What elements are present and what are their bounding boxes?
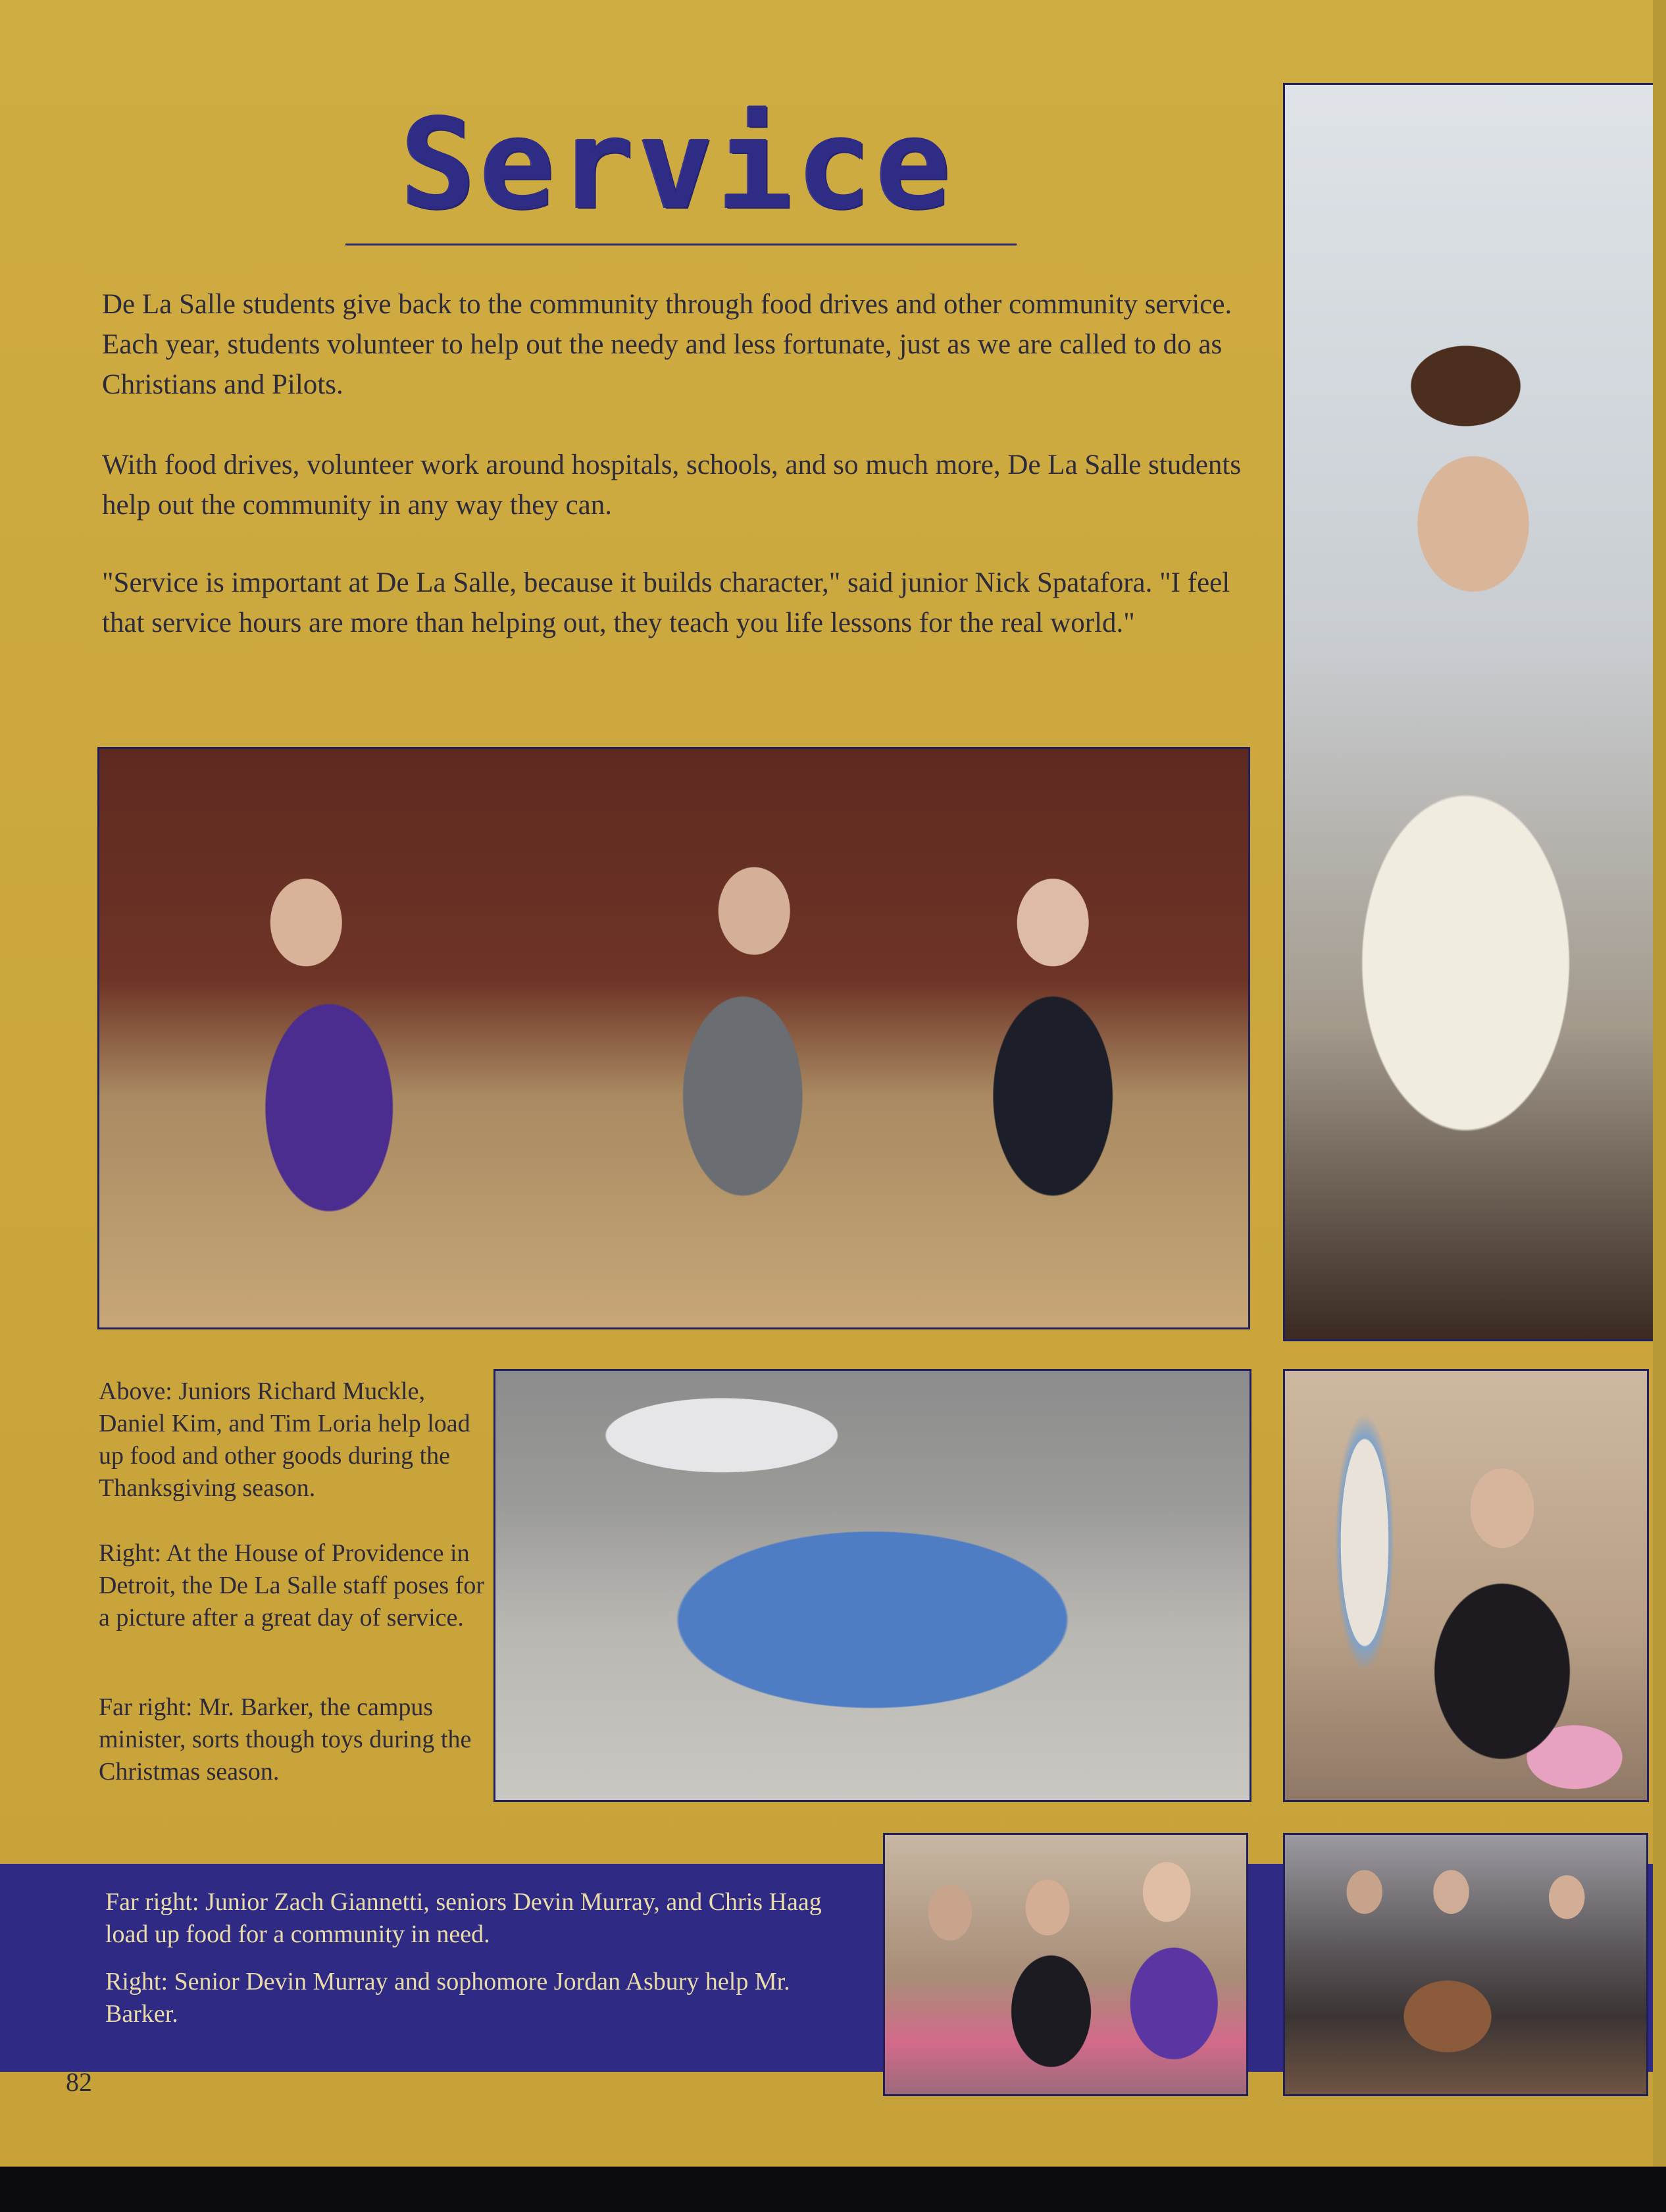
photo-food-drive [97, 747, 1250, 1329]
caption-right: Right: At the House of Providence in Detroit, the De La Salle staff poses for a picture after a great day of service. [99, 1539, 485, 1632]
page-title: Service [400, 91, 955, 237]
intro-paragraph-3: "Service is important at De La Salle, because it builds character," said junior Nick Spatafora. "I feel that service hours are more than helping out, they teach you life lessons for the real world." [102, 567, 1230, 638]
band-caption-right: Right: Senior Devin Murray and sophomore Jordan Asbury help Mr. Barker. [105, 1968, 790, 2028]
intro-paragraph-2: With food drives, volunteer work around hospitals, schools, and so much more, De La Salle students help out the community in any way they can. [102, 450, 1242, 521]
page-number: 82 [66, 2067, 92, 2097]
photo-student-with-cans [1283, 83, 1663, 1341]
scan-bottom-strip [0, 2167, 1666, 2212]
page-edge [1653, 0, 1666, 2212]
photo-mr-barker-toys [1283, 1369, 1649, 1802]
caption-far-right: Far right: Mr. Barker, the campus minister, sorts though toys during the Christmas season. [99, 1693, 472, 1786]
photo-loading-food [1283, 1833, 1648, 2096]
photo-staff-group [493, 1369, 1251, 1802]
photo-sorting-toys [883, 1833, 1248, 2096]
caption-above: Above: Juniors Richard Muckle, Daniel Kim, and Tim Loria help load up food and other goods during the Thanksgiving season. [99, 1377, 470, 1502]
band-caption-far-right: Far right: Junior Zach Giannetti, seniors Devin Murray, and Chris Haag load up food for a community in need. [105, 1888, 822, 1948]
intro-paragraph-1: De La Salle students give back to the community through food drives and other community service. Each year, students volunteer to help out the needy and less fortunate, just as we are called to do as Christians and Pilots. [102, 289, 1232, 400]
title-underline [345, 244, 1017, 245]
